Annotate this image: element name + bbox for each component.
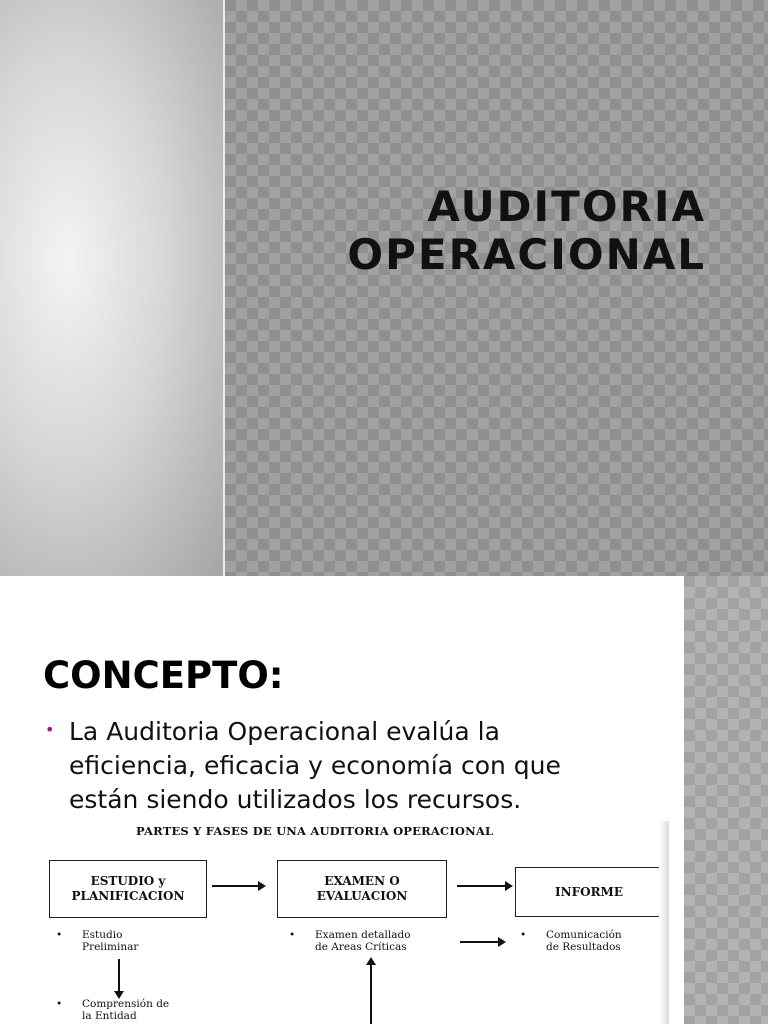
diagram-item-line: de Resultados <box>546 941 621 953</box>
bullet-icon: • <box>56 998 63 1010</box>
phase-box-planning <box>49 860 207 918</box>
phase-box-examination-line2: EVALUACION <box>316 889 408 903</box>
title-slide-left-panel <box>0 0 224 576</box>
phase-box-planning-line1: ESTUDIO y <box>90 874 166 888</box>
slide-title <box>347 183 706 279</box>
diagram-item-line: la Entidad <box>82 1010 137 1022</box>
title-slide-pattern-panel <box>225 0 768 576</box>
diagram-edge-shadow <box>659 821 669 1024</box>
diagram-item-line: Comunicación <box>546 929 622 941</box>
arrow-up-icon <box>370 959 372 1024</box>
diagram-item-results <box>520 929 622 953</box>
diagram-item-line: Estudio <box>82 929 123 941</box>
audit-phases-diagram <box>44 821 669 1024</box>
phase-box-examination-line1: EXAMEN O <box>324 874 400 888</box>
diagram-title: PARTES Y FASES DE UNA AUDITORIA OPERACIONAL <box>136 824 494 838</box>
arrow-right-icon <box>212 885 264 887</box>
arrow-right-icon <box>460 941 504 943</box>
diagram-item-entity-understanding <box>56 998 170 1022</box>
bullet-icon: • <box>520 929 527 941</box>
diagram-item-line: Examen detallado <box>315 929 411 941</box>
arrow-down-icon <box>118 959 120 997</box>
diagram-item-line: Comprensión de <box>82 998 170 1010</box>
phase-box-report <box>515 867 663 917</box>
diagram-item-line: de Areas Críticas <box>315 941 407 953</box>
phase-box-report-label: INFORME <box>555 884 623 899</box>
diagram-item-preliminary-study <box>56 929 139 953</box>
concept-heading: CONCEPTO: <box>43 654 284 697</box>
concept-bullet-text: La Auditoria Operacional evalúa la eficiencia, eficacia y economía con que están siendo utilizados los recursos. <box>69 717 561 814</box>
diagram-item-detailed-exam <box>289 929 411 953</box>
concept-slide-pattern-strip <box>684 576 768 1024</box>
arrow-right-icon <box>457 885 511 887</box>
slide-title-line1: AUDITORIA <box>427 182 706 231</box>
phase-box-planning-line2: PLANIFICACION <box>71 889 185 903</box>
bullet-icon: • <box>45 720 55 739</box>
slide-title-line2: OPERACIONAL <box>347 230 706 279</box>
phase-box-examination <box>277 860 447 918</box>
diagram-item-line: Preliminar <box>82 941 139 953</box>
bullet-icon: • <box>56 929 63 941</box>
bullet-icon: • <box>289 929 296 941</box>
concept-slide <box>0 576 768 1024</box>
